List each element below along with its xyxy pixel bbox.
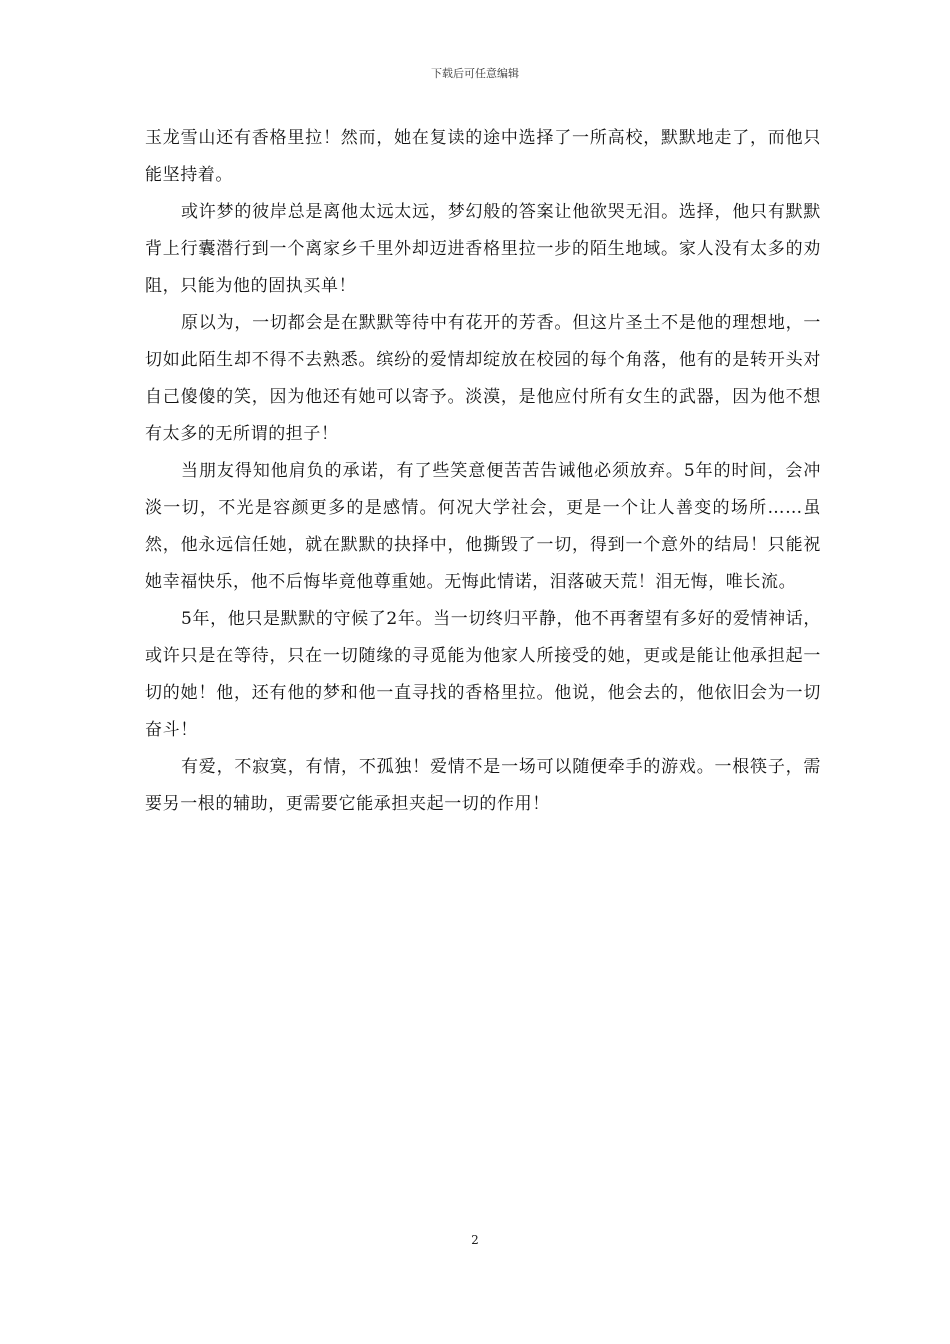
paragraph-2: 或许梦的彼岸总是离他太远太远，梦幻般的答案让他欲哭无泪。选择，他只有默默背上行囊潜行到一个离家乡千里外却迈进香格里拉一步的陌生地域。家人没有太多的劝阻，只能为他的固执买单！: [145, 202, 821, 296]
paragraph-3: 原以为，一切都会是在默默等待中有花开的芳香。但这片圣土不是他的理想地，一切如此陌生却不得不去熟悉。缤纷的爱情却绽放在校园的每个角落，他有的是转开头对自己傻傻的笑，因为他还有她可以寄予。淡漠，是他应付所有女生的武器，因为他不想有太多的无所谓的担子！: [145, 313, 821, 444]
paragraph-6: 有爱，不寂寞，有情，不孤独！爱情不是一场可以随便牵手的游戏。一根筷子，需要另一根的辅助，更需要它能承担夹起一切的作用！: [145, 757, 821, 814]
page-number: 2: [471, 1233, 479, 1247]
paragraph-5: 5年，他只是默默的守候了2年。当一切终归平静，他不再奢望有多好的爱情神话，或许只是在等待，只在一切随缘的寻觅能为他家人所接受的她，更或是能让他承担起一切的她！他，还有他的梦和他一直寻找的香格里拉。他说，他会去的，他依旧会为一切奋斗！: [145, 609, 821, 740]
paragraph-4: 当朋友得知他肩负的承诺，有了些笑意便苦苦告诫他必须放弃。5年的时间，会冲淡一切，不光是容颜更多的是感情。何况大学社会，更是一个让人善变的场所……虽然，他永远信任她，就在默默的抉择中，他撕毁了一切，得到一个意外的结局！只能祝她幸福快乐，他不后悔毕竟他尊重她。无悔此情诺，泪落破天荒！泪无悔，唯长流。: [145, 461, 821, 592]
document-body: [145, 120, 821, 823]
paragraph-1: 玉龙雪山还有香格里拉！然而，她在复读的途中选择了一所高校，默默地走了，而他只能坚持着。: [145, 128, 821, 185]
page-header: 下载后可任意编辑: [431, 67, 519, 80]
